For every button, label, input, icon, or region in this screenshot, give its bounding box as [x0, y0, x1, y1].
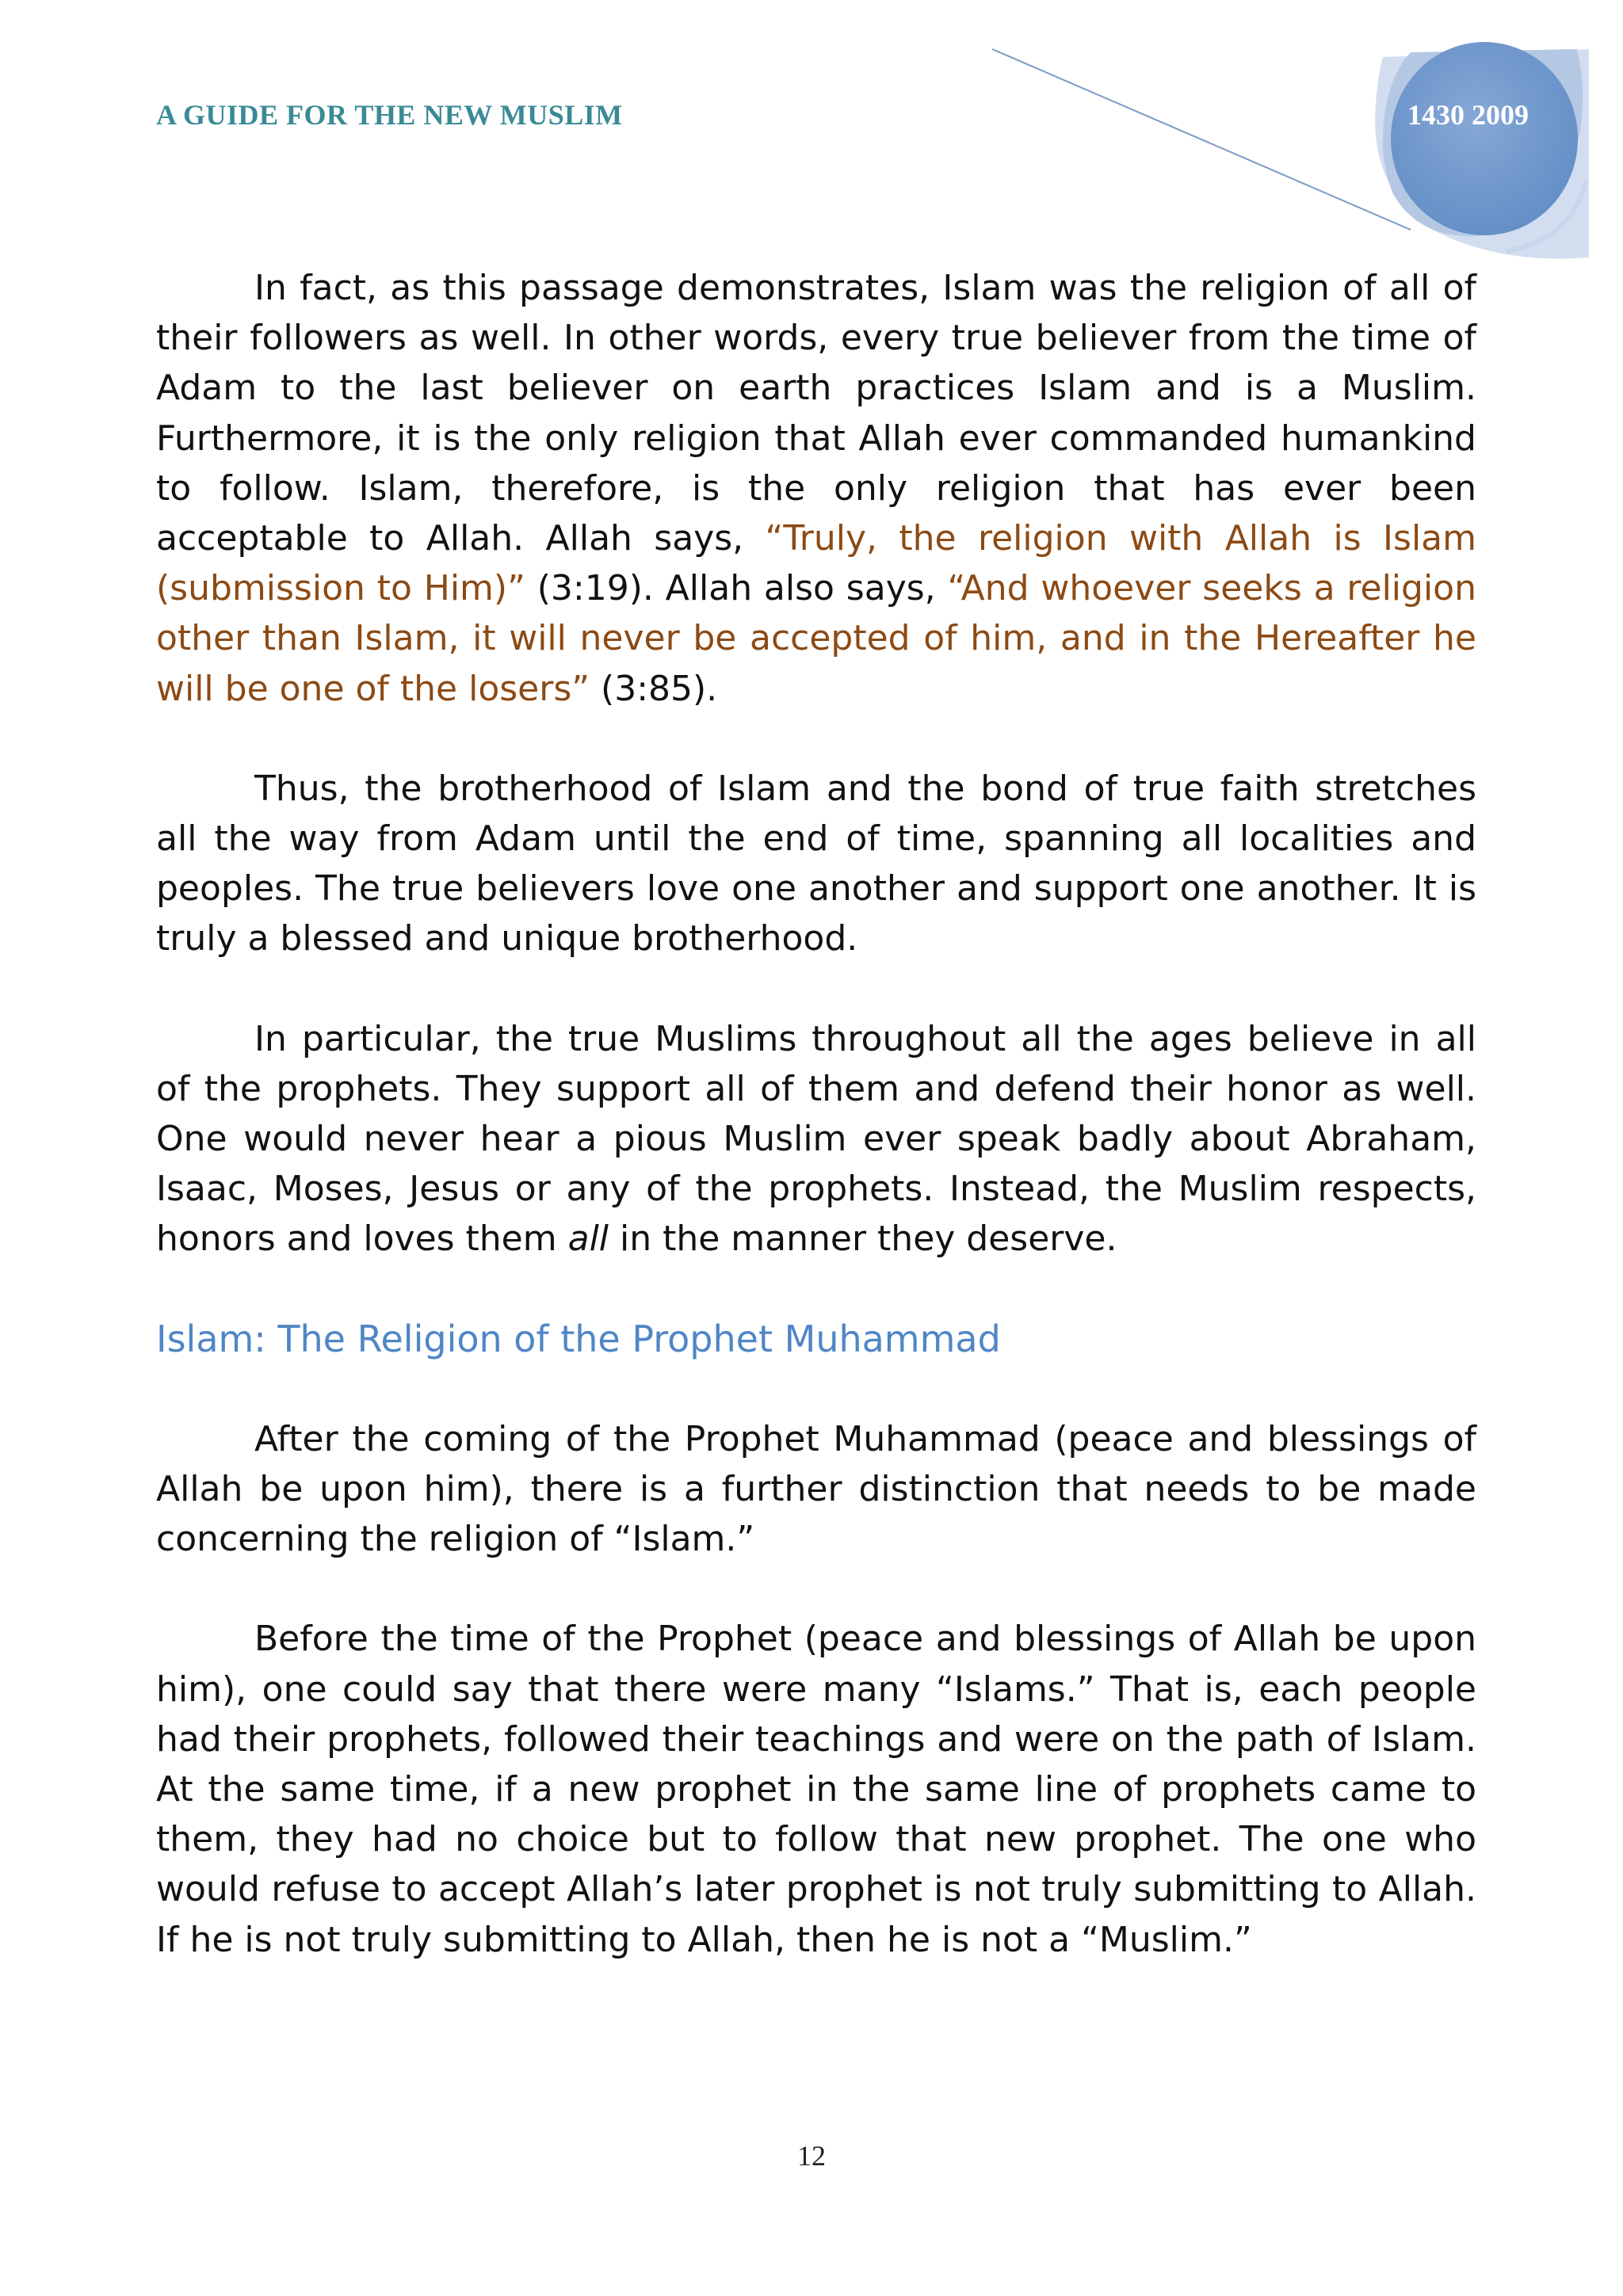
paragraph	[156, 1014, 1476, 1264]
paragraph-text: in the manner they deserve.	[609, 1219, 1117, 1260]
paragraph: After the coming of the Prophet Muhammad (peace and blessings of Allah be upon him), there is a further distinction that needs to be made concerning the religion of “Islam.”	[156, 1418, 1476, 1560]
emphasis-text: all	[567, 1219, 609, 1260]
document-title: A GUIDE FOR THE NEW MUSLIM	[156, 99, 623, 131]
paragraph-text: (3:85).	[590, 668, 718, 709]
paragraph	[156, 263, 1476, 714]
quran-quote: “And whoever seeks a religion other than Islam, it will never be accepted of him, and in the Hereafter he will be one of the losers”	[156, 568, 1476, 709]
header-decoration	[0, 0, 1623, 269]
paragraph-text: In fact, as this passage demonstrates, Islam was the religion of all of their followers as well. In other words, every true believer from the time of Adam to the last believer on earth practices Islam and is a Muslim. Furthermore, it is the only religion that Allah ever commanded humankind to follow. Islam, therefore, is the only religion that has ever been acceptable to Allah. Allah says,	[156, 268, 1476, 559]
page-body	[156, 263, 1476, 1965]
paragraph: Thus, the brotherhood of Islam and the bond of true faith stretches all the way from Adam until the end of time, spanning all localities and peoples. The true believers love one another and support one another. It is truly a blessed and unique brotherhood.	[156, 768, 1476, 959]
paragraph: Before the time of the Prophet (peace and blessings of Allah be upon him), one could say that there were many “Islams.” That is, each people had their prophets, followed their teachings and were on the path of Islam. At the same time, if a new prophet in the same line of prophets came to them, they had no choice but to follow that new prophet. The one who would refuse to accept Allah’s later prophet is not truly submitting to Allah. If he is not truly submitting to Allah, then he is not a “Muslim.”	[156, 1619, 1476, 1960]
header-circle-inner	[1391, 42, 1578, 235]
paragraph-text: (3:19). Allah also says,	[525, 568, 948, 609]
quran-quote: “Truly, the religion with Allah is Islam (submission to Him)”	[156, 518, 1476, 609]
page-number: 12	[797, 2140, 826, 2172]
header-rule-line	[992, 49, 1411, 230]
document-year: 1430 2009	[1407, 99, 1529, 131]
section-heading: Islam: The Religion of the Prophet Muhammad	[156, 1317, 1001, 1360]
paragraph-text: In particular, the true Muslims throughout all the ages believe in all of the prophets. They support all of them and defend their honor as well. One would never hear a pious Muslim ever speak badly about Abraham, Isaac, Moses, Jesus or any of the prophets. Instead, the Muslim respects, honors and loves them	[156, 1018, 1476, 1260]
